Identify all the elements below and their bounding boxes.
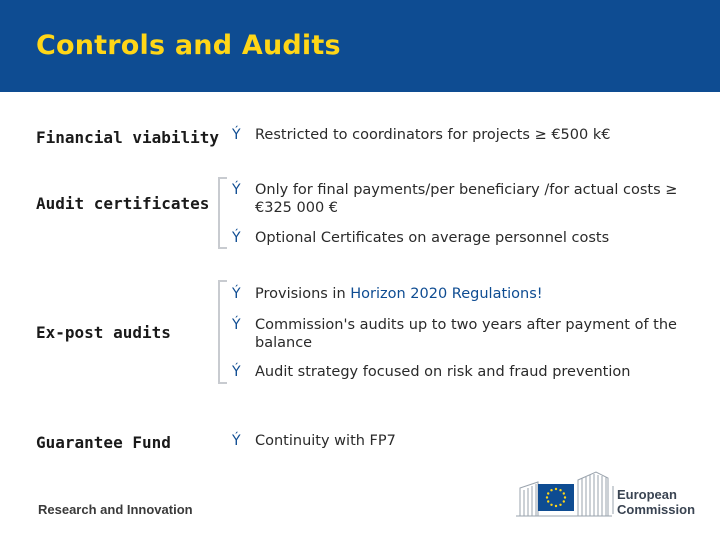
bullet-item (232, 229, 702, 247)
row-label-financial-viability: Financial viability (36, 128, 220, 147)
regulations-highlight: Horizon 2020 Regulations! (350, 286, 543, 302)
logo-line-commission: Commission (617, 502, 696, 517)
bullet-item (232, 432, 702, 450)
bullet-text: Continuity with FP7 (255, 433, 396, 449)
bracket-ex-post-audits (218, 280, 227, 384)
row-label-audit-certificates: Audit certificates (36, 194, 210, 213)
bullet-item (232, 126, 702, 144)
bullet-item (232, 316, 702, 352)
bullet-text: Audit strategy focused on risk and fraud prevention (255, 364, 631, 380)
row-label-guarantee-fund: Guarantee Fund (36, 433, 171, 452)
logo-line-european: European (617, 487, 677, 502)
bullet-text: Commission's audits up to two years after payment of the balance (255, 317, 677, 351)
bullet-icon: Ý (232, 127, 241, 143)
bullet-text: Optional Certificates on average personnel costs (255, 230, 610, 246)
bullet-icon: Ý (232, 286, 241, 302)
bullet-text (255, 285, 702, 303)
bullet-icon: Ý (232, 230, 241, 246)
bullet-icon: Ý (232, 317, 241, 333)
bullet-icon: Ý (232, 182, 241, 198)
bullet-text-prefix: Provisions in (255, 286, 351, 302)
bullet-icon: Ý (232, 433, 241, 449)
european-commission-wordmark (617, 487, 695, 517)
bullet-item (232, 285, 702, 303)
bullet-icon: Ý (232, 364, 241, 380)
bullet-text: Restricted to coordinators for projects ≥ €500 k€ (255, 127, 611, 143)
bracket-audit-certificates (218, 177, 227, 249)
bullet-item (232, 181, 702, 217)
row-label-ex-post-audits: Ex-post audits (36, 323, 171, 342)
page-title: Controls and Audits (36, 30, 341, 61)
bullet-text: Only for final payments/per beneficiary /for actual costs ≥ €325 000 € (255, 182, 678, 216)
header-bar (0, 0, 720, 92)
bullet-item (232, 363, 702, 381)
footer-research-innovation: Research and Innovation (38, 502, 193, 517)
